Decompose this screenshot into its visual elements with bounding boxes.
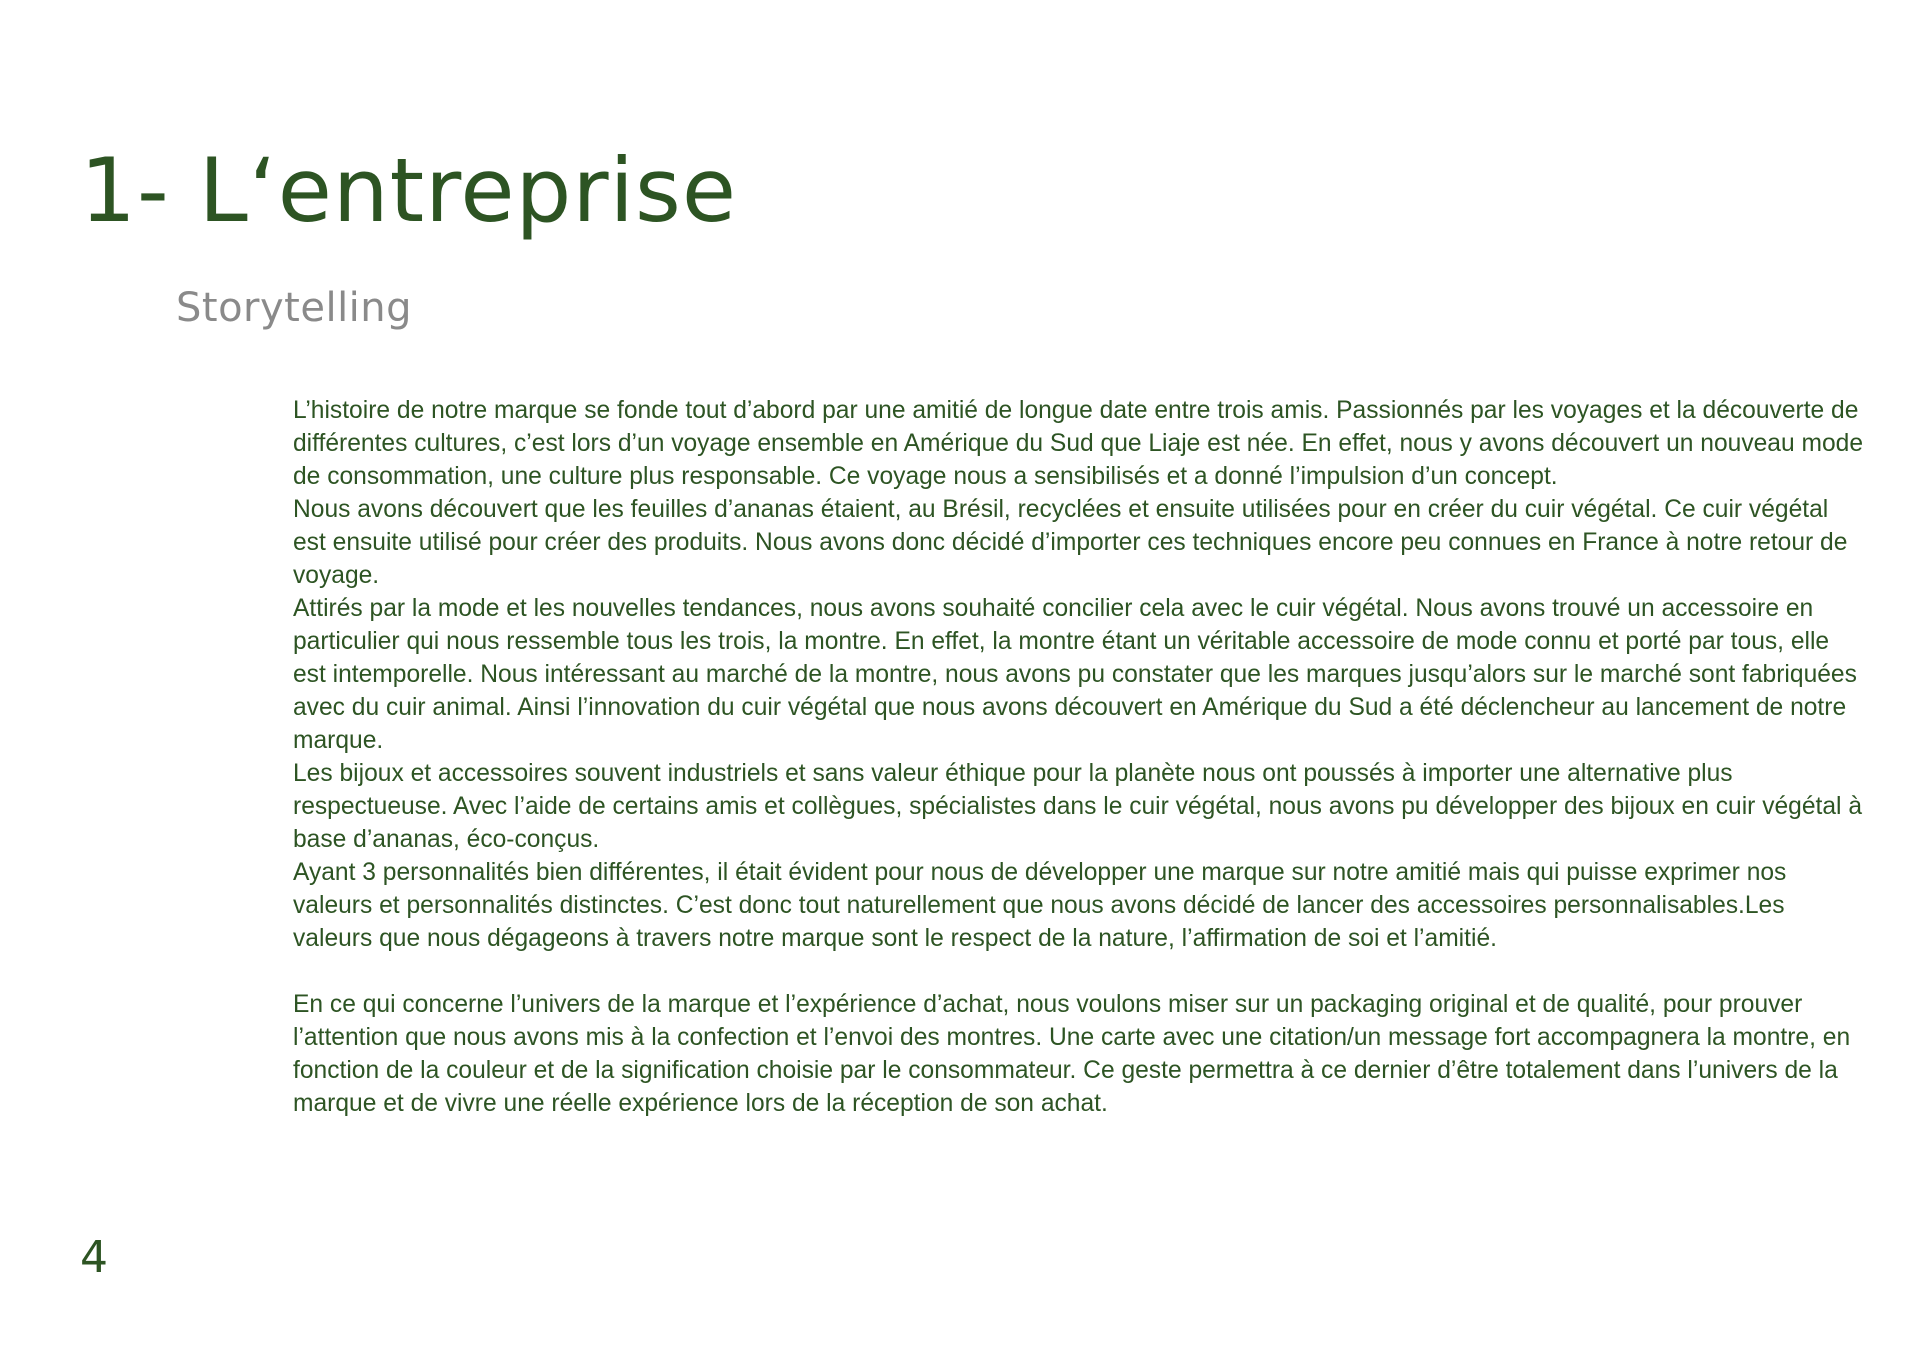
section-subtitle: Storytelling — [176, 285, 413, 331]
paragraph-origin-story: L’histoire de notre marque se fonde tout d’abord par une amitié de longue date entre trois amis. Passionnés par les voyages et la découverte de différentes cultures, c’est lors d’un voyage ensemble en Amérique du Sud que Liaje est née. En effet, nous y avons découvert un nouveau mode de consommation, une culture plus responsable. Ce voyage nous a sensibilisés et a donné l’impulsion d’un concept. — [293, 397, 1864, 490]
body-text — [293, 394, 1863, 1120]
paragraph-packaging-experience: En ce qui concerne l’univers de la marque et l’expérience d’achat, nous voulons miser sur un packaging original et de qualité, pour prouver l’attention que nous avons mis à la confection et l’envoi des montres. Une carte avec une citation/un message fort accompagnera la montre, en fonction de la couleur et de la signification choisie par le consommateur. Ce geste permettra à ce dernier d’être totalement dans l’univers de la marque et de vivre une réelle expérience lors de la réception de son achat. — [293, 991, 1851, 1117]
paragraph-jewelry-alternative: Les bijoux et accessoires souvent industriels et sans valeur éthique pour la planète nous ont poussés à importer une alternative plus respectueuse. Avec l’aide de certains amis et collègues, spécialistes dans le cuir végétal, nous avons pu développer des bijoux en cuir végétal à base d’ananas, éco-conçus. — [293, 760, 1863, 853]
page-number: 4 — [80, 1232, 108, 1283]
paragraph-watch-accessory: Attirés par la mode et les nouvelles tendances, nous avons souhaité concilier cela avec le cuir végétal. Nous avons trouvé un accessoire en particulier qui nous ressemble tous les trois, la montre. En effet, la montre étant un véritable accessoire de mode connu et porté par tous, elle est intemporelle. Nous intéressant au marché de la montre, nous avons pu constater que les marques jusqu’alors sur le marché sont fabriquées avec du cuir animal. Ainsi l’innovation du cuir végétal que nous avons découvert en Amérique du Sud a été déclencheur au lancement de notre marque. — [293, 595, 1857, 754]
page-title: 1- L‘entreprise — [80, 139, 737, 242]
paragraph-vegetal-leather: Nous avons découvert que les feuilles d’ananas étaient, au Brésil, recyclées et ensuite utilisées pour en créer du cuir végétal. Ce cuir végétal est ensuite utilisé pour créer des produits. Nous avons donc décidé d’importer ces techniques encore peu connues en France à notre retour de voyage. — [293, 496, 1848, 589]
paragraph-brand-values: Ayant 3 personnalités bien différentes, il était évident pour nous de développer une marque sur notre amitié mais qui puisse exprimer nos valeurs et personnalités distinctes. C’est donc tout naturellement que nous avons décidé de lancer des accessoires personnalisables.Les valeurs que nous dégageons à travers notre marque sont le respect de la nature, l’affirmation de soi et l’amitié. — [293, 859, 1787, 952]
